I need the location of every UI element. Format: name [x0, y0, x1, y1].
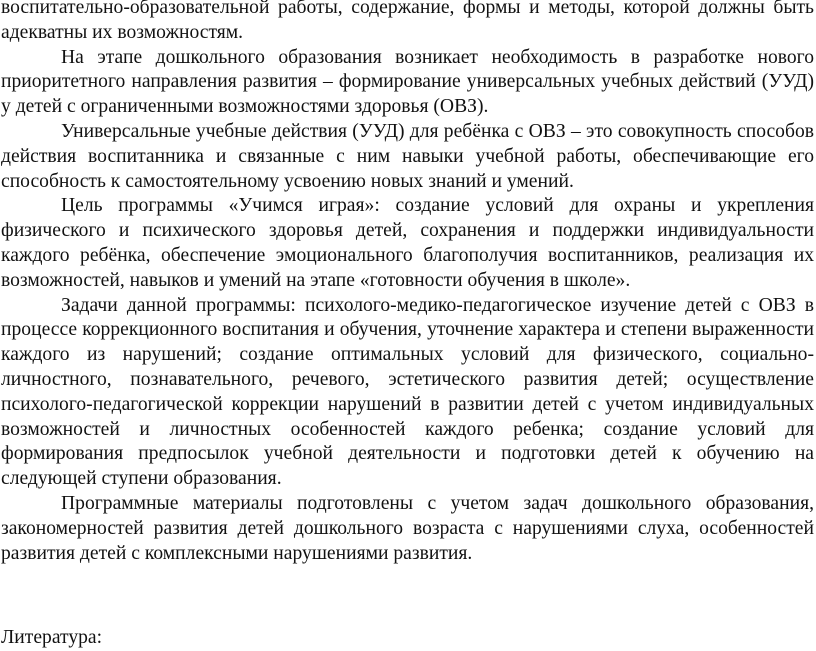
paragraph-program-goal: Цель программы «Учимся играя»: создание условий для охраны и укрепления физического и психического здоровья детей, сохранения и поддержки индивидуальности каждого ребёнка, обеспечение эмоционального благополучия воспитанников, реализация их возможностей, навыков и умений на этапе «готовности обучения в школе». [1, 195, 814, 291]
paragraph-program-materials: Программные материалы подготовлены с учетом задач дошкольного образования, закономерностей развития детей дошкольного возраста с нарушениями слуха, особенностей развития детей с комплексными нарушениями развития. [1, 492, 814, 564]
document-body [1, 0, 814, 566]
paragraph-program-tasks: Задачи данной программы: психолого-медико-педагогическое изучение детей с ОВЗ в процессе коррекционного воспитания и обучения, уточнение характера и степени выраженности каждого из нарушений; создание оптимальных условий для физического, социально-личностного, познавательного, речевого, эстетического развития детей; осуществление психолого-педагогической коррекции нарушений в развитии детей с учетом индивидуальных возможностей и личностных особенностей каждого ребенка; создание условий для формирования предпосылок учебной деятельности и подготовки детей к обучению на следующей ступени образования. [1, 294, 814, 490]
references-heading: Литература: [1, 627, 103, 648]
paragraph-uud-definition: Универсальные учебные действия (УУД) для ребёнка с ОВЗ – это совокупность способов действия воспитанника и связанные с ним навыки учебной работы, обеспечивающие его способность к самостоятельному усвоению новых знаний и умений. [1, 120, 814, 192]
paragraph-uud-necessity: На этапе дошкольного образования возникает необходимость в разработке нового приоритетного направления развития – формирование универсальных учебных действий (УУД) у детей с ограниченными возможностями здоровья (ОВЗ). [1, 46, 814, 118]
paragraph-continuation: воспитательно-образовательной работы, содержание, формы и методы, которой должны быть адекватны их возможностям. [1, 0, 814, 43]
